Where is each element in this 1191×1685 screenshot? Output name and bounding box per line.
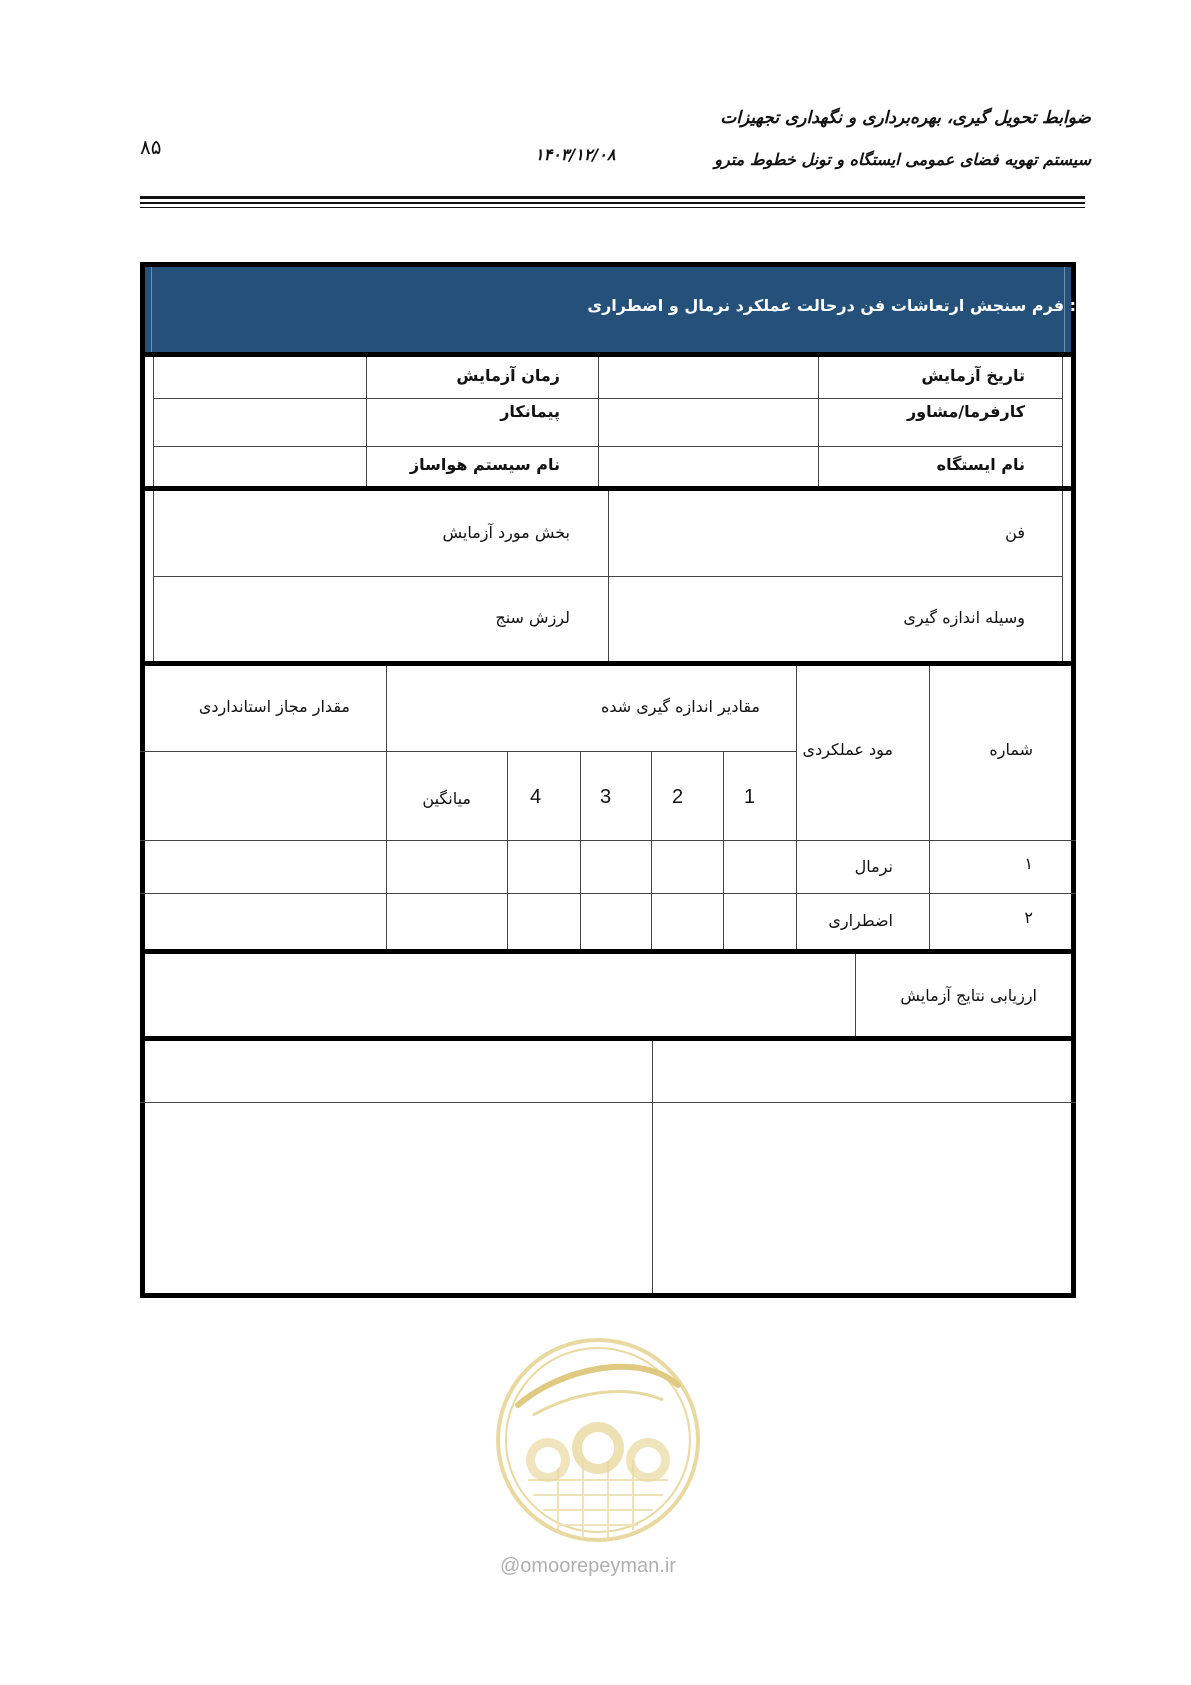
watermark-seal-logo <box>488 1330 708 1550</box>
label-test-date: تاریخ آزمایش <box>921 366 1025 385</box>
separator-equipment <box>140 661 1076 666</box>
header-measured-values: مقادیر اندازه گیری شده <box>600 697 760 716</box>
label-vibration-meter: لرزش سنج <box>495 608 570 627</box>
document-title-line1: ضوابط تحویل گیری، بهره‌برداری و نگهداری تجهیزات <box>720 108 1091 128</box>
label-contractor: پیمانکار <box>500 402 560 421</box>
header-rule-top <box>140 196 1085 199</box>
row-number-1: ۱ <box>1024 854 1033 873</box>
header-operating-mode: مود عملکردی <box>802 740 893 759</box>
form-title: جدول ۴: فرم سنجش ارتعاشات فن درحالت عملکرد نرمال و اضطراری <box>587 296 1136 315</box>
label-measuring-device: وسیله اندازه گیری <box>903 608 1025 627</box>
row-mode-normal: نرمال <box>854 857 893 876</box>
label-fan: فن <box>1005 523 1025 542</box>
page-number: ۸۵ <box>140 135 162 159</box>
label-ahu-name: نام سیستم هواساز <box>409 455 560 474</box>
watermark-url: @omoorepeyman.ir <box>500 1555 676 1577</box>
separator-title <box>140 352 1076 357</box>
label-employer-consultant: کارفرما/مشاور <box>906 402 1025 421</box>
subheader-reading-4: 4 <box>530 786 542 808</box>
header-rule-bottom <box>140 207 1085 208</box>
separator-measure <box>140 949 1076 954</box>
row-mode-emergency: اضطراری <box>828 911 893 930</box>
label-test-time: زمان آزمایش <box>456 366 560 385</box>
header-number: شماره <box>989 740 1033 759</box>
header-standard-limit: مقدار مجاز استانداردی <box>198 697 350 716</box>
label-station-name: نام ایستگاه <box>936 455 1025 474</box>
document-title-line2: سیستم تهویه فضای عمومی ایستگاه و تونل خطوط مترو <box>714 150 1091 169</box>
subheader-reading-1: 1 <box>744 786 756 808</box>
label-evaluation: ارزیابی نتایج آزمایش <box>900 986 1037 1005</box>
row-number-2: ۲ <box>1024 908 1033 927</box>
label-tested-section: بخش مورد آزمایش <box>442 523 570 542</box>
subheader-reading-3: 3 <box>600 786 612 808</box>
document-date: ۱۴۰۳/۱۲/۰۸ <box>535 145 616 164</box>
subheader-average: میانگین <box>422 789 471 808</box>
header-rule-middle <box>140 202 1085 204</box>
separator-evaluation <box>140 1036 1076 1041</box>
subheader-reading-2: 2 <box>672 786 684 808</box>
